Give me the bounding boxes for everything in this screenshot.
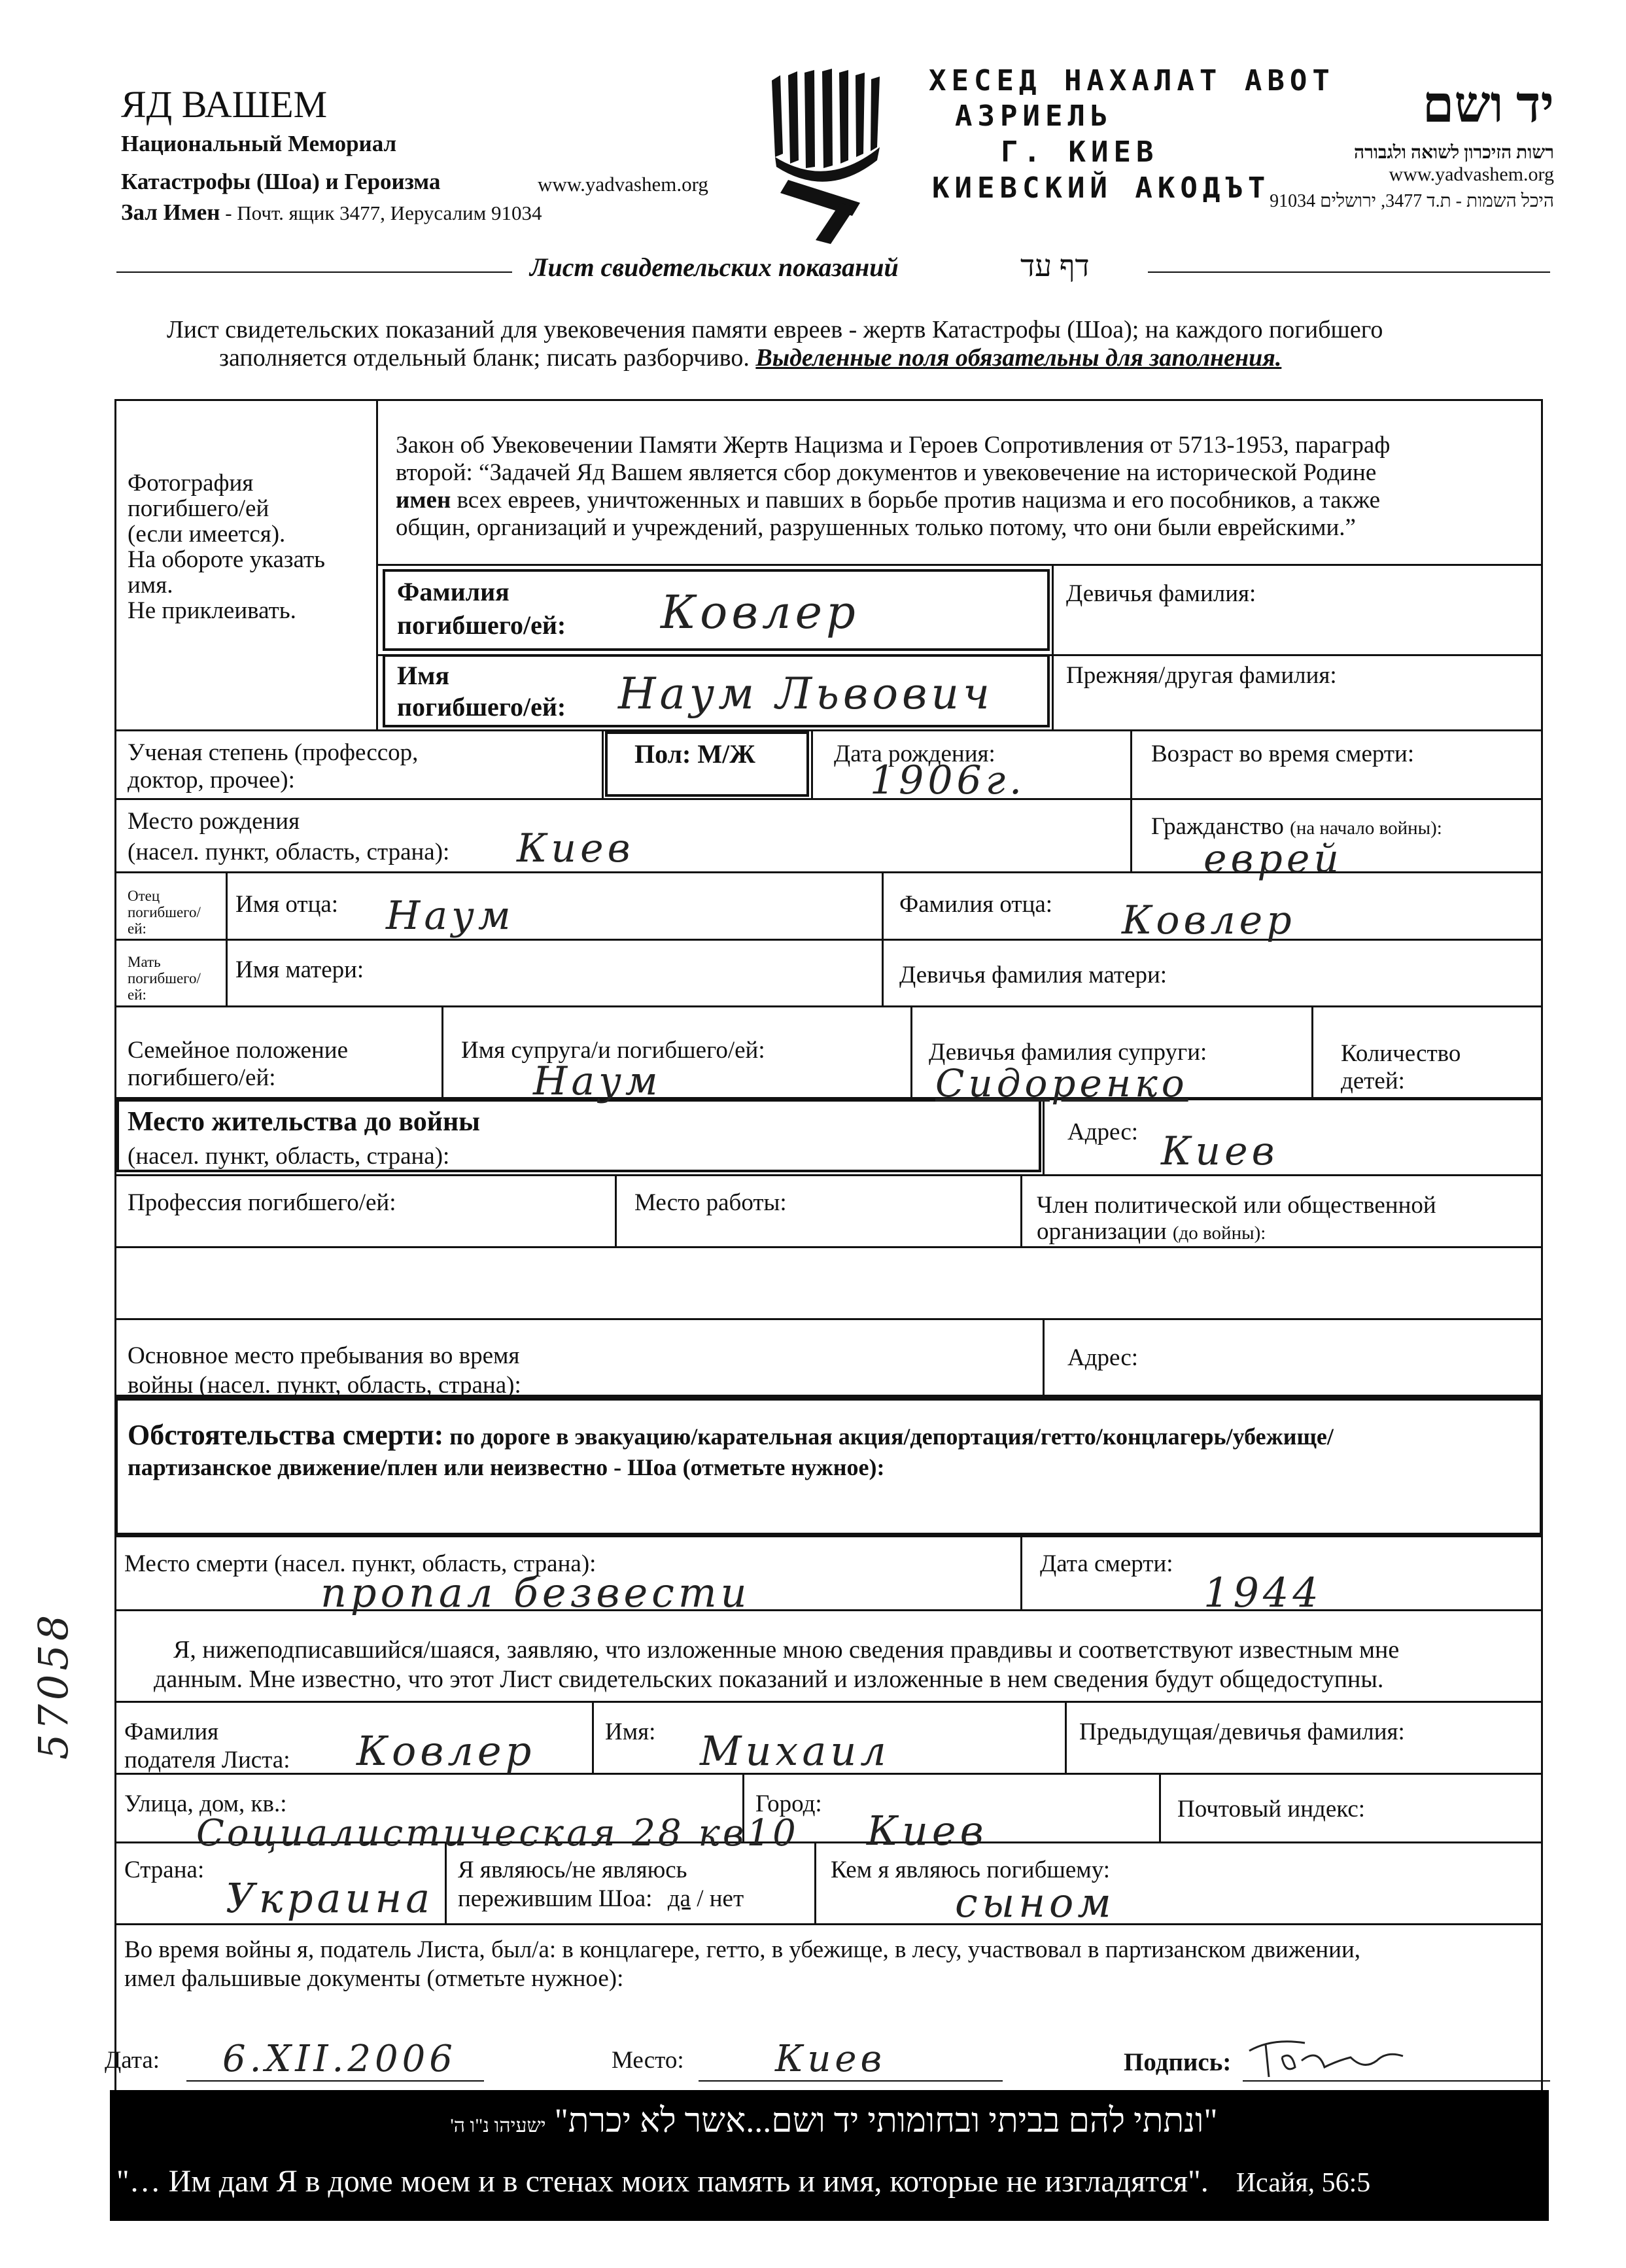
- country-value[interactable]: Украина: [226, 1874, 434, 1922]
- residence-label-2: (насел. пункт, область, страна):: [128, 1143, 450, 1170]
- law-line-1: Закон об Увековечении Памяти Жертв Нацизма и Героев Сопротивления от 5713-1953, параграф: [396, 432, 1391, 459]
- birthplace-label-2: (насел. пункт, область, страна):: [128, 839, 450, 865]
- spouse-maiden-label: Девичья фамилия супруги:: [929, 1039, 1207, 1066]
- sign-place-value[interactable]: Киев: [775, 2038, 886, 2080]
- photo-line: (если имеется).: [128, 521, 286, 548]
- ru-quote-text: "… Им дам Я в доме моем и в стенах моих память и имя, которые не изгладятся".: [116, 2164, 1209, 2199]
- survivor-label-2: [458, 1885, 744, 1913]
- father-side-label: погибшего/: [128, 904, 201, 920]
- submitter-surname-label-2: подателя Листа:: [124, 1747, 290, 1773]
- margin-number: 57058: [29, 1611, 77, 1760]
- stamp-line-4: КИЕВСКИЙ АКОДЪТ: [932, 171, 1271, 205]
- firstname-label-2: погибшего/ей:: [397, 692, 566, 722]
- country-label: Страна:: [124, 1857, 205, 1883]
- he-line3: היכל השמות - ת.ד 3477, ירושלים 91034: [1270, 191, 1554, 211]
- hall-address: [121, 200, 542, 226]
- mother-name-label: Имя матери:: [235, 956, 364, 983]
- surname-value[interactable]: Ковлер: [661, 585, 859, 639]
- mother-side-label: Мать: [128, 954, 161, 970]
- org-name-ru: ЯД ВАШЕМ: [121, 83, 328, 126]
- survivor-separator: /: [690, 1885, 710, 1912]
- residence-label-1: Место жительства до войны: [128, 1107, 480, 1137]
- mandatory-note: Выделенные поля обязательны для заполнения.: [755, 344, 1282, 372]
- relation-value[interactable]: сыном: [955, 1879, 1115, 1927]
- postcode-label: Почтовый индекс:: [1177, 1796, 1366, 1823]
- form-title-he: דף עד: [1020, 249, 1090, 283]
- death-circ-label: Обстоятельства смерти:: [128, 1419, 444, 1451]
- death-date-value[interactable]: 1944: [1203, 1569, 1323, 1616]
- wartime-address-label: Адрес:: [1067, 1344, 1139, 1371]
- wartime-place-label-1: Основное место пребывания во время: [128, 1342, 520, 1369]
- wartime-status-line-1: Во время войны я, податель Листа, был/а: в концлагере, гетто, в убежище, в лесу, участвовал в партизанском движении,: [124, 1936, 1360, 1963]
- intro-line-2: [219, 343, 1281, 372]
- survivor-question: пережившим Шоа:: [458, 1885, 653, 1912]
- profession-label: Профессия погибшего/ей:: [128, 1189, 396, 1216]
- city-label: Город:: [755, 1790, 822, 1817]
- father-surname-label: Фамилия отца:: [899, 891, 1053, 918]
- previous-name-label: Прежняя/другая фамилия:: [1066, 662, 1337, 689]
- street-label: Улица, дом, кв.:: [124, 1790, 287, 1817]
- stamp-line-1: ХЕСЕД НАХАЛАТ АВОТ: [929, 64, 1335, 97]
- submitter-surname-label-1: Фамилия: [124, 1718, 219, 1745]
- org-name-he: יד ושם: [1422, 76, 1554, 133]
- relation-label: Кем я являюсь погибшему:: [831, 1857, 1111, 1883]
- surname-label-2: погибшего/ей:: [397, 610, 566, 640]
- father-name-label: Имя отца:: [235, 891, 339, 918]
- he-quote-text: "ונתתי להם בביתי ובחומותי יד ושם...אשר לא יכרת": [554, 2102, 1218, 2140]
- spouse-name-value[interactable]: Наум: [533, 1058, 662, 1104]
- footer-banner: [110, 2090, 1549, 2221]
- org-line2: Национальный Мемориал: [121, 131, 397, 156]
- death-circumstances-line-1: [128, 1418, 1334, 1452]
- children-label-2: детей:: [1341, 1068, 1405, 1094]
- submitter-name-label: Имя:: [605, 1718, 656, 1745]
- death-circ-options-1: по дороге в эвакуацию/карательная акция/депортация/гетто/концлагерь/убежище/: [443, 1423, 1334, 1450]
- survivor-label-1: Я являюсь/не являюсь: [458, 1857, 687, 1883]
- degree-label-2: доктор, прочее):: [128, 767, 295, 794]
- member-label-2: [1037, 1218, 1266, 1247]
- father-name-value[interactable]: Наум: [386, 893, 515, 939]
- footer-ru-quote: [116, 2163, 1370, 2199]
- title-rule-right: [1148, 271, 1550, 273]
- footer-he-quote: [110, 2102, 1549, 2140]
- prewar-address-value[interactable]: Киев: [1161, 1128, 1279, 1174]
- survivor-yes[interactable]: да: [667, 1885, 691, 1912]
- mother-maiden-label: Девичья фамилия матери:: [899, 962, 1168, 988]
- sign-date-value[interactable]: 6.XII.2006: [222, 2038, 457, 2080]
- wartime-place-label-2: войны (насел. пункт, область, страна):: [128, 1372, 521, 1399]
- city-value[interactable]: Киев: [867, 1807, 988, 1855]
- photo-line: Фотография: [128, 470, 254, 497]
- father-side-label: Отец: [128, 888, 160, 904]
- date-label: Дата:: [105, 2047, 160, 2074]
- intro-line-1: Лист свидетельских показаний для увековечения памяти евреев - жертв Катастрофы (Шоа); на каждого погибшего: [167, 316, 1383, 343]
- citizenship-label-main: Гражданство: [1151, 813, 1284, 840]
- law-line-3-rest: всех евреев, уничтоженных и павших в борьбе против нацизма и его пособников, а также: [451, 487, 1380, 514]
- law-line-2: второй: “Задачей Яд Вашем является сбор документов и увековечение на исторической Родине: [396, 459, 1377, 486]
- declaration-line-2: данным. Мне известно, что этот Лист свидетельских показаний и изложенные в нем сведения будут общедоступны.: [154, 1666, 1384, 1693]
- date-underline: [186, 2080, 484, 2082]
- father-surname-value[interactable]: Ковлер: [1122, 898, 1296, 943]
- maiden-name-label: Девичья фамилия:: [1066, 580, 1256, 607]
- law-line-3: [396, 487, 1380, 514]
- sex-label: Пол: М/Ж: [634, 739, 755, 769]
- firstname-value[interactable]: Наум Львович: [618, 669, 994, 719]
- birth-date-value[interactable]: 1906г.: [870, 758, 1026, 803]
- street-value[interactable]: Социалистическая 28 кв10: [196, 1812, 799, 1855]
- title-rule-left: [116, 271, 512, 273]
- member-label-small: (до войны):: [1172, 1223, 1266, 1244]
- marital-label-2: погибшего/ей:: [128, 1064, 276, 1091]
- law-names: имен: [396, 487, 451, 514]
- member-label-1: Член политической или общественной: [1037, 1192, 1436, 1219]
- he-quote-ref: ישעיהו נ"ו ה': [450, 2115, 546, 2137]
- stamp-line-3: Г. КИЕВ: [1001, 135, 1159, 169]
- photo-line: имя.: [128, 572, 173, 599]
- intro-text: заполняется отдельный бланк; писать разборчиво.: [219, 344, 756, 372]
- children-label-1: Количество: [1341, 1040, 1461, 1067]
- workplace-label: Место работы:: [634, 1189, 787, 1216]
- org-line3: Катастрофы (Шоа) и Героизма: [121, 169, 441, 194]
- handwritten-signature[interactable]: [1246, 2031, 1429, 2084]
- death-place-value[interactable]: пропал безвести: [320, 1569, 751, 1616]
- website-left[interactable]: www.yadvashem.org: [538, 173, 708, 196]
- death-place-label: Место смерти (насел. пункт, область, страна):: [124, 1550, 597, 1577]
- submitter-name-value[interactable]: Михаил: [700, 1727, 890, 1775]
- declaration-line-1: Я, нижеподписавшийся/шаяся, заявляю, что изложенные мною сведения правдивы и соответствуют известным мне: [173, 1636, 1400, 1664]
- spouse-maiden-value[interactable]: Сидоренко: [935, 1061, 1188, 1106]
- he-line2: רשות הזיכרון לשואה ולגבורה: [1353, 143, 1554, 163]
- citizenship-label-small: (на начало войны):: [1290, 818, 1442, 839]
- death-date-label: Дата смерти:: [1040, 1550, 1173, 1577]
- law-line-4: общин, организаций и учреждений, разрушенных только потому, что они были еврейскими.”: [396, 514, 1356, 541]
- hall-name: Зал Имен: [121, 200, 220, 225]
- birthplace-label-1: Место рождения: [128, 808, 300, 835]
- ru-quote-ref: Исайя, 56:5: [1236, 2168, 1371, 2198]
- age-at-death-label: Возраст во время смерти:: [1151, 741, 1415, 767]
- submitter-surname-value[interactable]: Ковлер: [356, 1727, 536, 1775]
- wartime-status-line-2: имел фальшивые документы (отметьте нужное):: [124, 1965, 624, 1992]
- citizenship-value[interactable]: еврей: [1203, 836, 1343, 882]
- place-underline: [699, 2080, 1003, 2082]
- mother-side-label: ей:: [128, 986, 147, 1003]
- survivor-no[interactable]: нет: [709, 1885, 744, 1912]
- member-label-main: организации: [1037, 1218, 1167, 1245]
- signature-label: Подпись:: [1124, 2048, 1232, 2076]
- yad-vashem-logo: [769, 69, 886, 245]
- photo-line: Не приклеивать.: [128, 597, 296, 624]
- hall-postal: - Почт. ящик 3477, Иерусалим 91034: [220, 201, 542, 224]
- form-title: Лист свидетельских показаний: [530, 253, 899, 282]
- submitter-prev-name-label: Предыдущая/девичья фамилия:: [1079, 1718, 1405, 1745]
- birthplace-value[interactable]: Киев: [517, 826, 634, 871]
- father-side-label: ей:: [128, 920, 147, 937]
- place-label: Место:: [612, 2047, 684, 2074]
- photo-line: погибшего/ей: [128, 495, 269, 522]
- surname-label-1: Фамилия: [397, 577, 510, 606]
- firstname-label-1: Имя: [397, 661, 449, 690]
- prewar-address-label: Адрес:: [1067, 1119, 1139, 1145]
- degree-label-1: Ученая степень (профессор,: [128, 739, 419, 766]
- spouse-name-label: Имя супруга/и погибшего/ей:: [461, 1037, 765, 1064]
- mother-side-label: погибшего/: [128, 970, 201, 986]
- marital-label-1: Семейное положение: [128, 1037, 348, 1064]
- stamp-line-2: АЗРИЕЛЬ: [955, 99, 1113, 133]
- birth-date-label: Дата рождения:: [834, 741, 995, 767]
- death-circ-options-2: партизанское движение/плен или неизвестно - Шоа (отметьте нужное):: [128, 1454, 885, 1480]
- photo-line: На обороте указать: [128, 546, 326, 573]
- website-right[interactable]: www.yadvashem.org: [1389, 164, 1554, 185]
